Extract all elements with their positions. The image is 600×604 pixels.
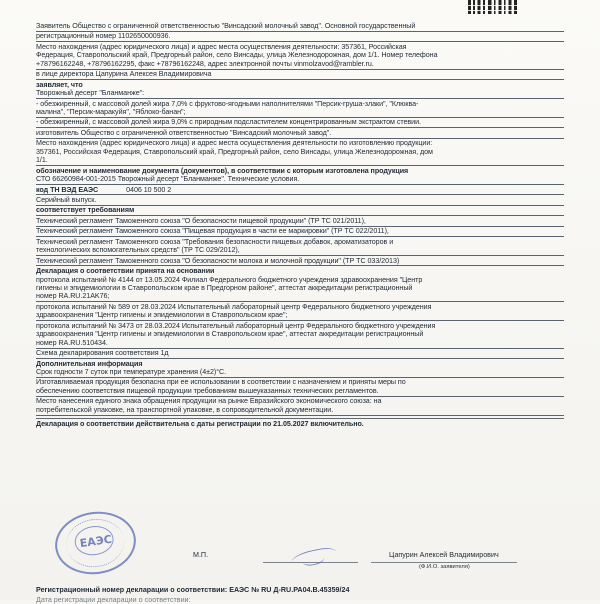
seal-label: М.П.	[193, 551, 209, 559]
regulation-line-4: технологических вспомогательных средств" (ТР ТС 029/2012),	[36, 246, 564, 256]
tn-ved-row	[36, 186, 564, 196]
standard-value: СТО 66260984-001-2015 Творожный десерт "Бланманже". Технические условия.	[36, 175, 564, 185]
handwritten-signature	[290, 545, 338, 570]
protocol-line-3: номер RA.RU.21AK76;	[36, 292, 564, 302]
conforms-label: соответствует требованиям	[36, 206, 564, 216]
tn-ved-code: 0406 10 500 2	[126, 185, 172, 194]
manufacturer-address-line-1: Место нахождения (адрес юридического лица) и адрес места осуществления деятельности по изготовлению продукции:	[36, 139, 433, 148]
regulation-line-2: Технический регламент Таможенного союза "Пищевая продукция в части ее маркировки" (ТР ТС 022/2011),	[36, 227, 564, 237]
regulation-line-1: Технический регламент Таможенного союза "О безопасности пищевой продукции" (ТР ТС 021/2011),	[36, 217, 564, 227]
protocol-line-8: номер RA.RU.510434.	[36, 339, 564, 349]
address-line-3: +78796162248, +78796162295, факс +78796162248, адрес электронной почты vinmolzavod@rambler.ru.	[36, 60, 564, 70]
applicant-line-1: Заявитель Общество с ограниченной ответственностью "Винсадский молочный завод". Основной государственный	[36, 22, 564, 32]
protocol-line-4: протокола испытаний № 589 от 28.03.2024 Испытательный лабораторный центр Федерального бюджетного учреждения	[36, 302, 432, 311]
validity-line: Декларация о соответствии действительна с даты регистрации по 21.05.2027 включительно.	[36, 418, 564, 428]
signer-name-line	[371, 562, 517, 563]
seal-text: ЕАЭС	[78, 532, 113, 551]
manufacturer-line: изготовитель Общество с ограниченной ответственностью "Винсадский молочный завод".	[36, 129, 564, 139]
qr-code	[468, 0, 520, 14]
signature-block	[193, 550, 518, 574]
serial-release: Серийный выпуск.	[36, 196, 564, 206]
protocol-line-6: протокола испытаний № 3473 от 28.03.2024 Испытательный лабораторный центр Федерального бюджетного учреждения	[36, 321, 436, 330]
regulation-line-3: Технический регламент Таможенного союза "Требования безопасности пищевых добавок, ароматизаторов и	[36, 237, 394, 246]
address-line-2: Федерация, Ставропольский край, Предгорный район, село Винсады, улица Железнодорожная, дом 1/1. Номер телефона	[36, 51, 438, 60]
mark-line-1: Место нанесения единого знака обращения продукции на рынке Евразийского экономического союза: на	[36, 397, 382, 406]
address-line-1: Место нахождения (адрес юридического лица) и адрес места осуществления деятельности: 357361, Российская	[36, 42, 407, 51]
signer-caption: (Ф.И.О. заявителя)	[419, 564, 470, 570]
manufacturer-address-line-3: 1/1.	[36, 156, 564, 166]
product-line-3: - обезжиренный, с массовой долей жира 9,0% с природным подсластителем концентрированным экстрактом стевии.	[36, 118, 564, 128]
safety-line-2: обеспечению соответствия пищевой продукции требованиям вышеуказанных технических регламентов.	[36, 387, 564, 397]
applicant-line-2: регистрационный номер 1102650000936.	[36, 32, 564, 42]
regulation-line-5: Технический регламент Таможенного союза "О безопасности молока и молочной продукции" (ТР ТС 033/2013)	[36, 257, 564, 267]
tn-ved-label: код ТН ВЭД ЕАЭС	[36, 185, 99, 194]
product-line-1: - обезжиренный, с массовой долей жира 7,0% с фруктово-ягодными наполнителями "Персик-груша-злаки", "Клюква-	[36, 99, 419, 108]
signer-name: Цапурин Алексей Владимирович	[389, 551, 499, 559]
basis-label: Декларация о соответствии принята на основании	[36, 267, 215, 276]
protocol-line-7: здравоохранения "Центр гигиены и эпидемиологии в Ставропольском крае", аттестат аккредитации регистрационный	[36, 330, 424, 339]
mark-line-2: потребительской упаковке, на транспортной упаковке, в сопроводительной документации.	[36, 406, 564, 416]
registration-number: Регистрационный номер декларации о соответствии: ЕАЭС № RU Д-RU.PA04.B.45359/24	[36, 586, 350, 594]
scheme-line: Схема декларирования соответствия 1д	[36, 349, 564, 359]
manufacturer-address-line-2: 357361, Российская Федерация, Ставропольский край, Предгорный район, село Винсады, улица Железнодорожная, дом	[36, 147, 433, 156]
director-line: в лице директора Цапурина Алексея Владимировича	[36, 70, 564, 80]
protocol-line-1: протокола испытаний № 4144 от 13.05.2024 Филиал Федерального бюджетного учреждения здравоохранения "Центр	[36, 275, 423, 284]
protocol-line-2: гигиены и эпидемиологии в Ставропольском крае в Предгорном районе", аттестат аккредитации регистрационный	[36, 283, 413, 292]
standard-label: обозначение и наименование документа (документов), в соответствии с которым изготовлена продукция	[36, 166, 409, 175]
safety-line-1: Изготавливаемая продукция безопасна при ее использовании в соответствии с назначением и приняты меры по	[36, 378, 406, 387]
declares-label: заявляет, что	[36, 80, 83, 89]
declaration-text	[36, 22, 564, 428]
product-title: Творожный десерт "Бланманже":	[36, 89, 564, 99]
registration-date-partial: Дата регистрации декларации о соответствии:	[36, 596, 191, 604]
shelf-life-line: Срок годности 7 суток при температуре хранения (4±2)°С.	[36, 368, 564, 378]
protocol-line-5: здравоохранения "Центр гигиены и эпидемиологии в Ставропольском крае";	[36, 311, 564, 321]
seal-stamp	[51, 507, 140, 580]
product-line-2: малина", "Персик-маракуйя", "Яблоко-банан";	[36, 108, 564, 118]
additional-info-label: Дополнительная информация	[36, 359, 143, 368]
